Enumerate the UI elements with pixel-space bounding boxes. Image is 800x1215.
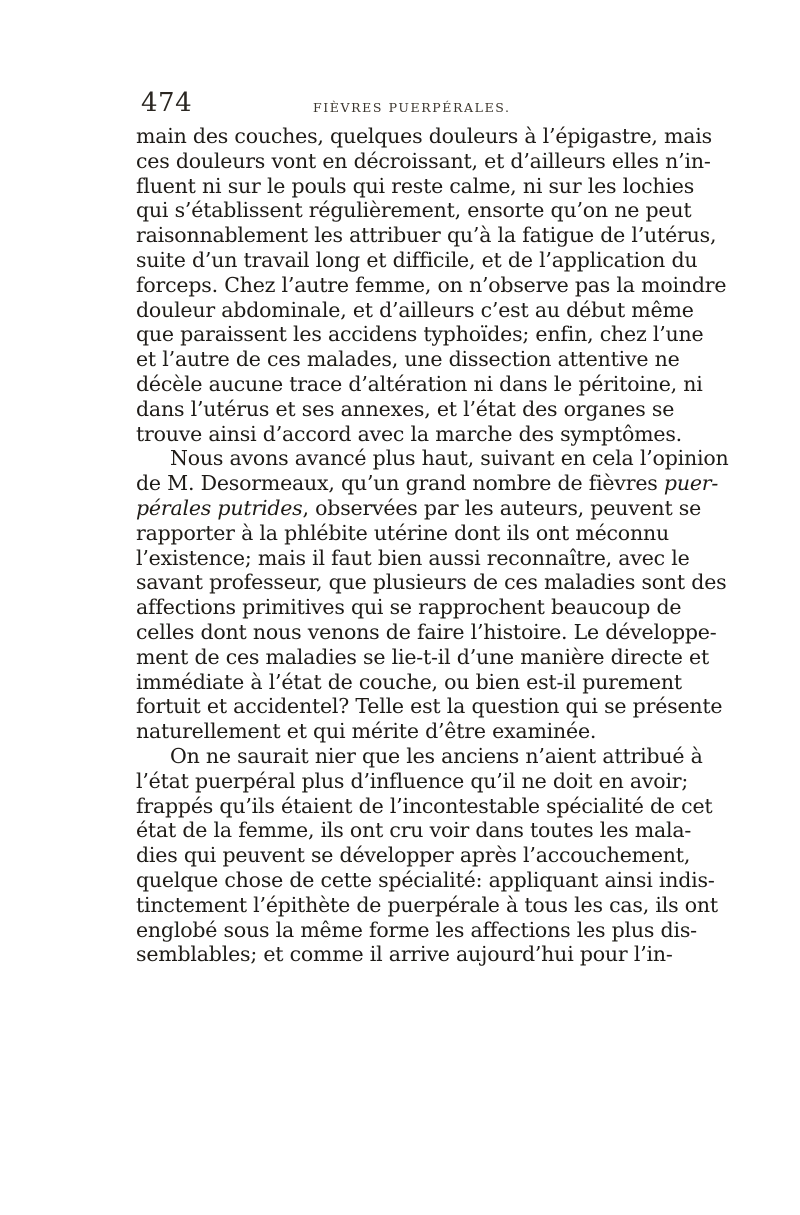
text-line: fortuit et accidentel? Telle est la question qui se présente xyxy=(136,694,723,719)
text-line: englobé sous la même forme les affections les plus dis- xyxy=(136,917,697,942)
text-line: celles dont nous venons de faire l’histoire. Le développe- xyxy=(136,619,717,644)
running-head: FIÈVRES PUERPÉRALES. xyxy=(313,100,511,115)
paragraph-start-line: Nous avons avancé plus haut, suivant en cela l’opinion xyxy=(170,446,729,471)
text-line: suite d’un travail long et difficile, et de l’application du xyxy=(136,247,698,272)
text-line: l’état puerpéral plus d’influence qu’il ne doit en avoir; xyxy=(136,768,689,793)
text-line: et l’autre de ces malades, une dissection attentive ne xyxy=(136,347,680,372)
text-line: affections primitives qui se rapprochent beaucoup de xyxy=(136,595,682,620)
text-line: quelque chose de cette spécialité: appliquant ainsi indis- xyxy=(136,867,715,892)
text-line: que paraissent les accidens typhoïdes; enfin, chez l’une xyxy=(136,322,704,347)
text-line: forceps. Chez l’autre femme, on n’observe pas la moindre xyxy=(136,272,727,297)
italic-segment: puer- xyxy=(663,471,719,496)
text-segment: de M. Desormeaux, qu’un grand nombre de fièvres xyxy=(136,471,664,496)
paragraph-start-line: On ne saurait nier que les anciens n’aient attribué à xyxy=(170,743,703,768)
text-line: état de la femme, ils ont cru voir dans toutes les mala- xyxy=(136,818,692,843)
text-line: immédiate à l’état de couche, ou bien est-il purement xyxy=(136,669,682,694)
text-line: naturellement et qui mérite d’être examinée. xyxy=(136,719,597,744)
italic-segment: pérales putrides xyxy=(136,495,303,520)
body-text xyxy=(136,124,729,967)
text-line: ces douleurs vont en décroissant, et d’ailleurs elles n’in- xyxy=(136,148,711,173)
text-segment: , observées par les auteurs, peuvent se xyxy=(302,495,702,520)
text-line xyxy=(136,495,702,521)
text-line: trouve ainsi d’accord avec la marche des symptômes. xyxy=(136,421,682,446)
text-line: douleur abdominale, et d’ailleurs c’est au début même xyxy=(136,297,694,322)
text-line: l’existence; mais il faut bien aussi reconnaître, avec le xyxy=(136,545,690,570)
text-line: fluent ni sur le pouls qui reste calme, ni sur les lochies xyxy=(136,173,695,198)
text-line: tinctement l’épithète de puerpérale à tous les cas, ils ont xyxy=(136,892,718,917)
text-line: dans l’utérus et ses annexes, et l’état des organes se xyxy=(136,396,675,421)
page-number: 474 xyxy=(141,88,193,118)
text-line: dies qui peuvent se développer après l’accouchement, xyxy=(136,843,691,868)
text-line: raisonnablement les attribuer qu’à la fatigue de l’utérus, xyxy=(136,223,717,248)
text-line: qui s’établissent régulièrement, ensorte qu’on ne peut xyxy=(136,198,692,223)
text-line: ment de ces maladies se lie-t-il d’une manière directe et xyxy=(136,644,710,669)
text-line: décèle aucune trace d’altération ni dans le péritoine, ni xyxy=(136,371,703,396)
text-line: rapporter à la phlébite utérine dont ils ont méconnu xyxy=(136,520,669,545)
page-header xyxy=(141,88,661,124)
text-line xyxy=(136,471,719,496)
text-line: main des couches, quelques douleurs à l’épigastre, mais xyxy=(136,124,712,148)
text-line: frappés qu’ils étaient de l’incontestable spécialité de cet xyxy=(136,793,713,818)
text-line: savant professeur, que plusieurs de ces maladies sont des xyxy=(136,570,727,595)
text-line: semblables; et comme il arrive aujourd’hui pour l’in- xyxy=(136,942,673,967)
